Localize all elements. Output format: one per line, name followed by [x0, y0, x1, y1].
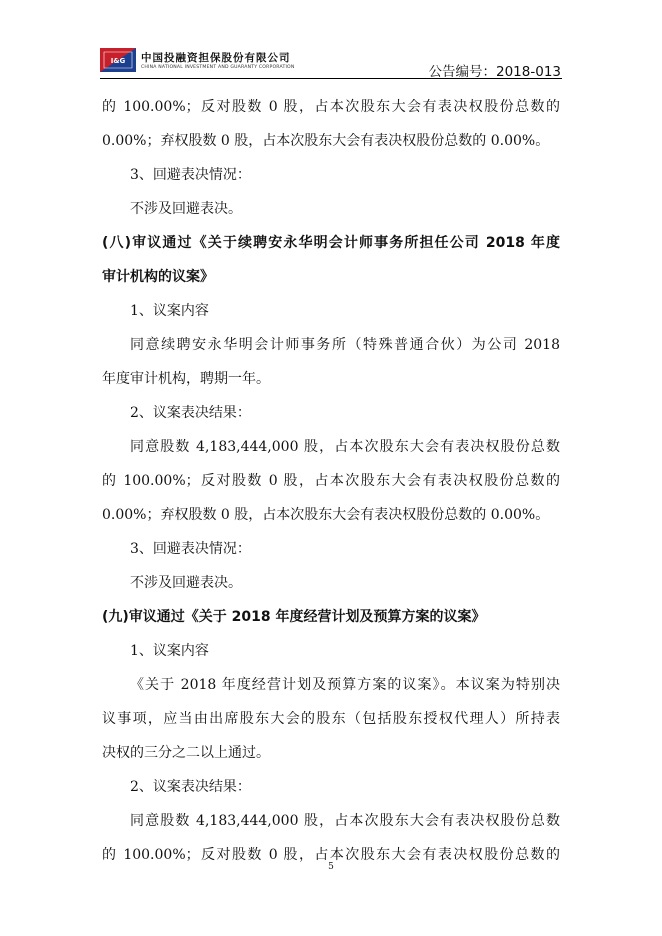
body-line: 同意股数 4,183,444,000 股，占本次股东大会有表决权股份总数	[130, 439, 560, 455]
header-rule	[100, 78, 562, 79]
body-line: 的 100.00%；反对股数 0 股，占本次股东大会有表决权股份总数的	[102, 99, 560, 115]
announcement-number: 公告编号：2018-013	[428, 64, 561, 80]
body-line: 0.00%；弃权股数 0 股，占本次股东大会有表决权股份总数的 0.00%。	[102, 133, 550, 149]
body-line: 2、议案表决结果：	[130, 779, 251, 795]
page-header	[100, 46, 562, 80]
company-name-en: CHINA NATIONAL INVESTMENT AND GUARANTY CORPORATION	[141, 65, 295, 70]
body-line: 《关于 2018 年度经营计划及预算方案的议案》。本议案为特别决	[130, 677, 560, 693]
section-heading: (九)审议通过《关于 2018 年度经营计划及预算方案的议案》	[102, 609, 486, 625]
body-line: 年度审计机构，聘期一年。	[102, 371, 270, 387]
body-line: 不涉及回避表决。	[130, 201, 242, 217]
company-name-cn: 中国投融资担保股份有限公司	[141, 52, 291, 64]
body-line: 1、议案内容	[130, 303, 209, 319]
body-line: 的 100.00%；反对股数 0 股，占本次股东大会有表决权股份总数的	[102, 847, 560, 863]
body-line: 决权的三分之二以上通过。	[102, 745, 270, 761]
body-line: 同意股数 4,183,444,000 股，占本次股东大会有表决权股份总数	[130, 813, 560, 829]
body-line: 1、议案内容	[130, 643, 209, 659]
body-line: 同意续聘安永华明会计师事务所（特殊普通合伙）为公司 2018	[130, 337, 560, 353]
body-line: 不涉及回避表决。	[130, 575, 242, 591]
company-logo	[100, 48, 136, 72]
document-body	[102, 90, 560, 872]
page-number: 5	[328, 862, 334, 872]
body-line: 3、回避表决情况：	[130, 167, 251, 183]
body-line: 3、回避表决情况：	[130, 541, 251, 557]
logo-text: I&G	[110, 57, 126, 65]
section-heading: (八)审议通过《关于续聘安永华明会计师事务所担任公司 2018 年度	[102, 235, 560, 251]
section-heading: 审计机构的议案》	[102, 269, 214, 285]
body-line: 0.00%；弃权股数 0 股，占本次股东大会有表决权股份总数的 0.00%。	[102, 507, 550, 523]
body-line: 2、议案表决结果：	[130, 405, 251, 421]
body-line: 的 100.00%；反对股数 0 股，占本次股东大会有表决权股份总数的	[102, 473, 560, 489]
body-line: 议事项，应当由出席股东大会的股东（包括股东授权代理人）所持表	[102, 711, 560, 727]
